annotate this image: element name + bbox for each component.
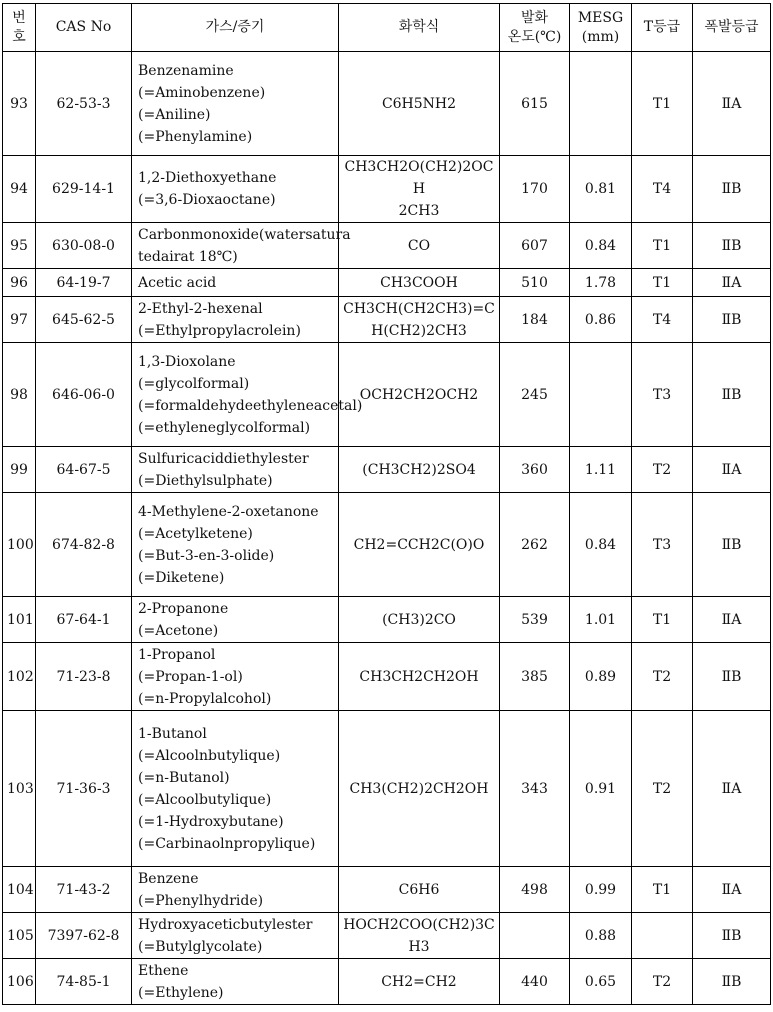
cell-ignition-temp: 385 — [500, 643, 570, 711]
cell-mesg: 0.88 — [570, 913, 632, 959]
cell-gas-name-line: (=3,6-Dioxaoctane) — [138, 192, 276, 208]
cell-mesg: 0.81 — [570, 156, 632, 223]
header-ignition-line-2: 온도(℃) — [507, 28, 562, 45]
cell-explosion-group: ⅡA — [693, 269, 771, 297]
cell-ignition-temp: 343 — [500, 711, 570, 867]
header-mesg-line-1: MESG — [577, 9, 624, 26]
table-row — [3, 223, 771, 269]
cell-t-class: T3 — [632, 493, 693, 597]
table-row — [3, 643, 771, 711]
header-number-line-2: 호 — [12, 28, 26, 45]
cell-formula-line: OCH2CH2OCH2 — [359, 386, 479, 403]
table-row — [3, 156, 771, 223]
table-row — [3, 269, 771, 297]
cell-t-class: T1 — [632, 867, 693, 913]
cell-cas-no: 674-82-8 — [36, 493, 132, 597]
cell-number: 105 — [3, 913, 36, 959]
cell-formula — [339, 269, 500, 297]
cell-t-class: T2 — [632, 447, 693, 493]
cell-cas-no: 71-43-2 — [36, 867, 132, 913]
cell-gas-name-line: 4-Methylene-2-oxetanone — [138, 503, 319, 520]
cell-gas-name — [132, 913, 339, 959]
header-explosion-group: 폭발등급 — [693, 4, 771, 52]
cell-ignition-temp: 245 — [500, 343, 570, 447]
cell-explosion-group: ⅡB — [693, 959, 771, 1005]
cell-number: 100 — [3, 493, 36, 597]
cell-gas-name-line: Benzene — [138, 870, 199, 887]
table-row — [3, 711, 771, 867]
cell-gas-name — [132, 711, 339, 867]
cell-explosion-group: ⅡA — [693, 711, 771, 867]
cell-gas-name-line: (=Aniline) — [138, 106, 211, 123]
cell-gas-name-line: (=Acetylketene) — [138, 525, 253, 542]
cell-mesg: 0.84 — [570, 493, 632, 597]
cell-explosion-group: ⅡB — [693, 223, 771, 269]
header-number — [3, 4, 36, 52]
cell-cas-no: 62-53-3 — [36, 52, 132, 156]
cell-formula — [339, 223, 500, 269]
cell-ignition-temp: 184 — [500, 297, 570, 343]
cell-gas-name-line: 1,3-Dioxolane — [138, 353, 236, 370]
cell-cas-no: 64-67-5 — [36, 447, 132, 493]
cell-gas-name-line: Benzenamine — [138, 62, 234, 79]
cell-ignition-temp: 360 — [500, 447, 570, 493]
cell-explosion-group: ⅡA — [693, 447, 771, 493]
cell-gas-name — [132, 269, 339, 297]
cell-gas-name-line: (=Alcoolnbutylique) — [138, 747, 281, 764]
cell-gas-name-line: (=Alcoolbutylique) — [138, 791, 272, 808]
cell-gas-name-line: (=Propan-1-ol) — [138, 668, 243, 685]
cell-formula-line: (CH3)2CO — [382, 611, 456, 628]
cell-explosion-group: ⅡB — [693, 493, 771, 597]
cell-mesg: 0.86 — [570, 297, 632, 343]
header-t-class: T등급 — [632, 4, 693, 52]
cell-formula-line: C6H6 — [398, 881, 440, 898]
cell-gas-name-line: (=Diethylsulphate) — [138, 472, 273, 489]
cell-mesg: 0.91 — [570, 711, 632, 867]
table-header — [3, 4, 771, 52]
cell-number: 102 — [3, 643, 36, 711]
cell-explosion-group: ⅡA — [693, 597, 771, 643]
header-number-line-1: 번 — [12, 9, 26, 26]
cell-gas-name-line: (=Butylglycolate) — [138, 938, 263, 955]
cell-t-class: T1 — [632, 597, 693, 643]
cell-formula-line: H(CH2)2CH3 — [371, 322, 467, 339]
cell-t-class: T1 — [632, 52, 693, 156]
cell-explosion-group: ⅡB — [693, 297, 771, 343]
cell-cas-no: 74-85-1 — [36, 959, 132, 1005]
cell-t-class: T1 — [632, 269, 693, 297]
cell-gas-name-line: 1-Propanol — [138, 646, 216, 663]
cell-cas-no: 71-23-8 — [36, 643, 132, 711]
cell-gas-name-line: (=Acetone) — [138, 622, 219, 639]
cell-t-class: T2 — [632, 959, 693, 1005]
header-mesg — [570, 4, 632, 52]
cell-mesg: 0.99 — [570, 867, 632, 913]
cell-gas-name — [132, 156, 339, 223]
cell-gas-name-line: (=Aminobenzene) — [138, 84, 266, 101]
cell-mesg: 0.89 — [570, 643, 632, 711]
cell-t-class: T4 — [632, 297, 693, 343]
cell-gas-name-line: (=Diketene) — [138, 569, 225, 586]
cell-ignition-temp — [500, 913, 570, 959]
table-row — [3, 343, 771, 447]
cell-mesg: 1.78 — [570, 269, 632, 297]
cell-gas-name-line: 1-Butanol — [138, 725, 207, 742]
cell-gas-name — [132, 297, 339, 343]
header-mesg-line-2: (mm) — [581, 28, 620, 45]
cell-gas-name-line: (=Phenylamine) — [138, 128, 253, 145]
cell-formula-line: CH2=CCH2C(O)O — [353, 536, 485, 553]
cell-formula — [339, 913, 500, 959]
cell-formula-line: CO — [407, 237, 431, 254]
cell-t-class: T3 — [632, 343, 693, 447]
cell-number: 103 — [3, 711, 36, 867]
cell-mesg — [570, 343, 632, 447]
cell-number: 93 — [3, 52, 36, 156]
cell-gas-name-line: 1,2-Diethoxyethane — [138, 170, 277, 186]
cell-mesg: 0.84 — [570, 223, 632, 269]
cell-gas-name — [132, 343, 363, 447]
cell-gas-name — [132, 223, 351, 269]
cell-explosion-group: ⅡB — [693, 913, 771, 959]
cell-formula-line: CH2=CH2 — [381, 973, 457, 990]
cell-number: 101 — [3, 597, 36, 643]
cell-gas-name — [132, 447, 339, 493]
cell-gas-name-line: (=Ethylene) — [138, 984, 224, 1001]
cell-gas-name — [132, 867, 339, 913]
cell-formula — [339, 447, 500, 493]
cell-gas-name-line: 2-Ethyl-2-hexenal — [138, 300, 263, 317]
cell-gas-name-line: 2-Propanone — [138, 600, 229, 617]
cell-ignition-temp: 262 — [500, 493, 570, 597]
cell-ignition-temp: 440 — [500, 959, 570, 1005]
table-row — [3, 297, 771, 343]
table-row — [3, 867, 771, 913]
cell-t-class: T4 — [632, 156, 693, 223]
header-ignition-temp — [500, 4, 570, 52]
header-ignition-line-1: 발화 — [520, 9, 549, 26]
cell-t-class — [632, 913, 693, 959]
cell-formula-line: H3 — [408, 938, 430, 955]
table-row — [3, 493, 771, 597]
cell-cas-no: 646-06-0 — [36, 343, 132, 447]
table-row — [3, 597, 771, 643]
cell-gas-name-line: (=formaldehydeethyleneacetal) — [138, 397, 363, 414]
cell-cas-no: 645-62-5 — [36, 297, 132, 343]
cell-gas-name-line: (=glycolformal) — [138, 375, 250, 392]
cell-number: 98 — [3, 343, 36, 447]
cell-ignition-temp: 498 — [500, 867, 570, 913]
cell-number: 94 — [3, 156, 36, 223]
cell-cas-no: 71-36-3 — [36, 711, 132, 867]
cell-formula — [339, 643, 500, 711]
cell-formula — [339, 343, 500, 447]
cell-explosion-group: ⅡB — [693, 156, 771, 223]
cell-number: 99 — [3, 447, 36, 493]
cell-explosion-group: ⅡB — [693, 643, 771, 711]
cell-ignition-temp: 615 — [500, 52, 570, 156]
cell-number: 96 — [3, 269, 36, 297]
cell-cas-no: 7397-62-8 — [36, 913, 132, 959]
cell-cas-no: 64-19-7 — [36, 269, 132, 297]
cell-cas-no: 629-14-1 — [36, 156, 132, 223]
cell-gas-name-line: (=n-Butanol) — [138, 769, 230, 786]
cell-formula-line: (CH3CH2)2SO4 — [362, 461, 476, 478]
cell-gas-name-line: (=Carbinaolnpropylique) — [138, 835, 316, 852]
cell-formula — [339, 597, 500, 643]
cell-formula-line: CH3CH2O(CH2)2OCH — [344, 159, 494, 197]
cell-formula-line: C6H5NH2 — [381, 95, 457, 112]
cell-gas-name-line: (=1-Hydroxybutane) — [138, 813, 284, 830]
table-body — [3, 52, 771, 1005]
cell-t-class: T2 — [632, 711, 693, 867]
cell-explosion-group: ⅡA — [693, 867, 771, 913]
cell-formula-line: CH3(CH2)2CH2OH — [349, 780, 489, 797]
cell-mesg: 1.11 — [570, 447, 632, 493]
cell-t-class: T1 — [632, 223, 693, 269]
cell-gas-name-line: (=Ethylpropylacrolein) — [138, 322, 301, 339]
cell-gas-name-line: Carbonmonoxide(watersatura — [138, 226, 351, 243]
cell-formula — [339, 867, 500, 913]
cell-ignition-temp: 607 — [500, 223, 570, 269]
cell-formula — [339, 959, 500, 1005]
cell-number: 95 — [3, 223, 36, 269]
cell-number: 106 — [3, 959, 36, 1005]
cell-formula-line: CH3CH2CH2OH — [359, 668, 479, 685]
cell-formula-line: CH3COOH — [380, 274, 458, 291]
gas-classification-table — [2, 3, 771, 1005]
cell-formula — [339, 156, 500, 223]
cell-cas-no: 67-64-1 — [36, 597, 132, 643]
header-cas: CAS No — [36, 4, 132, 52]
table-row — [3, 447, 771, 493]
cell-gas-name-line: (=ethyleneglycolformal) — [138, 419, 311, 436]
cell-gas-name — [132, 52, 339, 156]
cell-gas-name-line: Hydroxyaceticbutylester — [138, 916, 313, 933]
cell-formula-line: 2CH3 — [398, 203, 440, 219]
cell-formula — [339, 493, 500, 597]
cell-gas-name-line: (=Phenylhydride) — [138, 892, 264, 909]
cell-formula — [339, 297, 500, 343]
cell-cas-no: 630-08-0 — [36, 223, 132, 269]
cell-t-class: T2 — [632, 643, 693, 711]
cell-gas-name-line: (=n-Propylalcohol) — [138, 690, 272, 707]
cell-gas-name — [132, 597, 339, 643]
cell-ignition-temp: 510 — [500, 269, 570, 297]
cell-mesg: 0.65 — [570, 959, 632, 1005]
cell-mesg — [570, 52, 632, 156]
cell-gas-name-line: Ethene — [138, 962, 189, 979]
cell-formula — [339, 52, 500, 156]
header-gas-name: 가스/증기 — [132, 4, 339, 52]
cell-ignition-temp: 539 — [500, 597, 570, 643]
cell-gas-name — [132, 959, 339, 1005]
cell-gas-name — [132, 643, 339, 711]
cell-number: 104 — [3, 867, 36, 913]
cell-gas-name-line: (=But-3-en-3-olide) — [138, 547, 275, 564]
table-row — [3, 52, 771, 156]
table-row — [3, 959, 771, 1005]
cell-mesg: 1.01 — [570, 597, 632, 643]
cell-explosion-group: ⅡA — [693, 52, 771, 156]
cell-ignition-temp: 170 — [500, 156, 570, 223]
cell-number: 97 — [3, 297, 36, 343]
cell-explosion-group: ⅡB — [693, 343, 771, 447]
cell-gas-name-line: Sulfuricaciddiethylester — [138, 450, 309, 467]
cell-formula — [339, 711, 500, 867]
header-formula: 화학식 — [339, 4, 500, 52]
cell-formula-line: CH3CH(CH2CH3)=C — [343, 300, 495, 317]
table-row — [3, 913, 771, 959]
cell-gas-name-line: Acetic acid — [138, 274, 217, 291]
cell-formula-line: HOCH2COO(CH2)3C — [343, 916, 495, 933]
cell-gas-name — [132, 493, 339, 597]
cell-gas-name-line: tedairat 18℃) — [138, 248, 238, 265]
